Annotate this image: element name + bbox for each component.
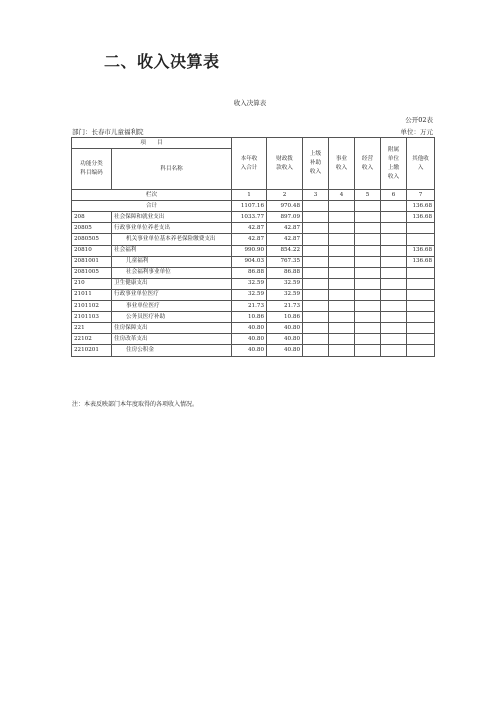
row-value: 10.86 bbox=[267, 312, 303, 323]
row-value bbox=[355, 323, 381, 334]
table-row bbox=[72, 334, 435, 345]
row-value bbox=[381, 334, 407, 345]
table-row bbox=[72, 267, 435, 278]
table-caption: 收入决算表 bbox=[233, 99, 267, 107]
total-value bbox=[303, 201, 329, 212]
row-code: 2081001 bbox=[72, 256, 112, 267]
row-value bbox=[407, 334, 435, 345]
row-code: 2081005 bbox=[72, 267, 112, 278]
lanci-label: 栏次 bbox=[72, 190, 232, 201]
row-value bbox=[303, 267, 329, 278]
header-subject-name: 科目名称 bbox=[112, 149, 232, 190]
row-value: 21.73 bbox=[267, 301, 303, 312]
row-value bbox=[407, 301, 435, 312]
row-value bbox=[381, 256, 407, 267]
row-value: 42.87 bbox=[267, 234, 303, 245]
row-value bbox=[303, 312, 329, 323]
row-value bbox=[381, 312, 407, 323]
header-xiangmu: 项 目 bbox=[72, 138, 232, 149]
row-value bbox=[407, 289, 435, 300]
row-value bbox=[329, 323, 355, 334]
row-value bbox=[329, 345, 355, 356]
header-col-4: 事业 收入 bbox=[329, 138, 355, 190]
row-value bbox=[329, 234, 355, 245]
row-value bbox=[329, 256, 355, 267]
row-value bbox=[303, 289, 329, 300]
row-value: 897.09 bbox=[267, 212, 303, 223]
department-label: 部门：长春市儿童福利院 bbox=[72, 128, 144, 136]
row-value bbox=[329, 267, 355, 278]
row-subject-name: 社会福利 bbox=[112, 245, 232, 256]
row-subject-name: 社会保障和就业支出 bbox=[112, 212, 232, 223]
row-value: 767.35 bbox=[267, 256, 303, 267]
row-value bbox=[329, 334, 355, 345]
lanci-number: 6 bbox=[381, 190, 407, 201]
table-row bbox=[72, 301, 435, 312]
row-value bbox=[407, 223, 435, 234]
row-value bbox=[407, 278, 435, 289]
header-col-7: 其他收 入 bbox=[407, 138, 435, 190]
table-row bbox=[72, 212, 435, 223]
row-value bbox=[329, 289, 355, 300]
row-subject-name: 公务员医疗补助 bbox=[112, 312, 232, 323]
total-value: 136.68 bbox=[407, 201, 435, 212]
table-row bbox=[72, 278, 435, 289]
table-row bbox=[72, 345, 435, 356]
row-subject-name: 住房保障支出 bbox=[112, 323, 232, 334]
row-value: 40.80 bbox=[267, 345, 303, 356]
row-value: 32.59 bbox=[232, 289, 267, 300]
row-value: 40.80 bbox=[232, 334, 267, 345]
row-code: 21011 bbox=[72, 289, 112, 300]
row-value bbox=[381, 289, 407, 300]
lanci-number: 2 bbox=[267, 190, 303, 201]
unit-label: 单位：万元 bbox=[400, 128, 433, 136]
row-value: 854.22 bbox=[267, 245, 303, 256]
row-value bbox=[355, 345, 381, 356]
row-code: 20810 bbox=[72, 245, 112, 256]
row-subject-name: 事业单位医疗 bbox=[112, 301, 232, 312]
table-row bbox=[72, 323, 435, 334]
row-value bbox=[381, 223, 407, 234]
row-value bbox=[329, 212, 355, 223]
row-value: 32.59 bbox=[232, 278, 267, 289]
row-value: 21.73 bbox=[232, 301, 267, 312]
row-value bbox=[329, 301, 355, 312]
row-value bbox=[355, 245, 381, 256]
row-code: 221 bbox=[72, 323, 112, 334]
table-row bbox=[72, 289, 435, 300]
row-value bbox=[407, 234, 435, 245]
table-body bbox=[72, 212, 435, 356]
row-value bbox=[355, 312, 381, 323]
row-subject-name: 卫生健康支出 bbox=[112, 278, 232, 289]
row-value bbox=[355, 289, 381, 300]
page-title: 二、收入决算表 bbox=[104, 52, 220, 71]
row-value: 32.59 bbox=[267, 289, 303, 300]
total-value: 1107.16 bbox=[232, 201, 267, 212]
row-value: 32.59 bbox=[267, 278, 303, 289]
row-code: 2080505 bbox=[72, 234, 112, 245]
lanci-number: 5 bbox=[355, 190, 381, 201]
lanci-number: 1 bbox=[232, 190, 267, 201]
row-value: 86.88 bbox=[232, 267, 267, 278]
header-func-code: 功能分类 科目编码 bbox=[72, 149, 112, 190]
row-value bbox=[303, 345, 329, 356]
row-value: 136.68 bbox=[407, 256, 435, 267]
row-value: 990.90 bbox=[232, 245, 267, 256]
row-value bbox=[303, 278, 329, 289]
footnote: 注：本表反映部门本年度取得的各项收入情况。 bbox=[72, 401, 199, 408]
row-value bbox=[381, 323, 407, 334]
row-subject-name: 儿童福利 bbox=[112, 256, 232, 267]
row-value: 42.87 bbox=[232, 234, 267, 245]
table-row bbox=[72, 245, 435, 256]
row-value bbox=[407, 323, 435, 334]
row-code: 2101102 bbox=[72, 301, 112, 312]
header-col-5: 经营 收入 bbox=[355, 138, 381, 190]
header-col-6: 附属 单位 上缴 收入 bbox=[381, 138, 407, 190]
row-value bbox=[381, 212, 407, 223]
row-subject-name: 住房公积金 bbox=[112, 345, 232, 356]
total-value bbox=[329, 201, 355, 212]
row-value bbox=[303, 234, 329, 245]
header-col-1: 本年收 入合计 bbox=[232, 138, 267, 190]
row-value: 10.86 bbox=[232, 312, 267, 323]
row-value bbox=[355, 267, 381, 278]
row-value bbox=[303, 256, 329, 267]
lanci-number: 4 bbox=[329, 190, 355, 201]
row-value bbox=[355, 278, 381, 289]
income-report-table bbox=[71, 137, 435, 357]
row-subject-name: 住房改革支出 bbox=[112, 334, 232, 345]
row-value bbox=[407, 345, 435, 356]
row-value bbox=[303, 323, 329, 334]
row-value bbox=[407, 267, 435, 278]
row-value: 904.03 bbox=[232, 256, 267, 267]
total-value bbox=[381, 201, 407, 212]
row-value: 40.80 bbox=[267, 323, 303, 334]
row-value bbox=[329, 312, 355, 323]
row-value bbox=[355, 234, 381, 245]
row-value: 42.87 bbox=[267, 223, 303, 234]
total-value bbox=[355, 201, 381, 212]
table-row bbox=[72, 312, 435, 323]
lanci-row bbox=[72, 190, 435, 201]
row-value: 136.68 bbox=[407, 245, 435, 256]
table-row bbox=[72, 256, 435, 267]
row-value: 40.80 bbox=[232, 323, 267, 334]
row-value bbox=[329, 223, 355, 234]
table-row bbox=[72, 234, 435, 245]
row-value bbox=[381, 278, 407, 289]
row-value bbox=[355, 256, 381, 267]
row-value bbox=[381, 345, 407, 356]
row-value: 42.87 bbox=[232, 223, 267, 234]
row-value bbox=[355, 223, 381, 234]
row-value bbox=[355, 334, 381, 345]
row-value bbox=[407, 312, 435, 323]
row-code: 20805 bbox=[72, 223, 112, 234]
row-subject-name: 行政事业单位医疗 bbox=[112, 289, 232, 300]
row-value bbox=[355, 212, 381, 223]
row-value bbox=[303, 212, 329, 223]
lanci-number: 7 bbox=[407, 190, 435, 201]
lanci-number: 3 bbox=[303, 190, 329, 201]
row-code: 2101103 bbox=[72, 312, 112, 323]
row-value: 86.88 bbox=[267, 267, 303, 278]
row-code: 210 bbox=[72, 278, 112, 289]
header-col-2: 财政拨 款收入 bbox=[267, 138, 303, 190]
row-value bbox=[303, 245, 329, 256]
total-label: 合计 bbox=[72, 201, 232, 212]
row-value bbox=[303, 301, 329, 312]
row-value bbox=[303, 334, 329, 345]
form-code: 公开02表 bbox=[405, 116, 433, 124]
row-value bbox=[381, 234, 407, 245]
row-value: 1033.77 bbox=[232, 212, 267, 223]
row-value bbox=[329, 245, 355, 256]
row-value bbox=[329, 278, 355, 289]
row-subject-name: 社会福利事业单位 bbox=[112, 267, 232, 278]
row-code: 2210201 bbox=[72, 345, 112, 356]
row-value bbox=[381, 301, 407, 312]
row-subject-name: 机关事业单位基本养老保险缴费支出 bbox=[112, 234, 232, 245]
row-value bbox=[355, 301, 381, 312]
header-col-3: 上级 补助 收入 bbox=[303, 138, 329, 190]
row-subject-name: 行政事业单位养老支出 bbox=[112, 223, 232, 234]
row-value: 136.68 bbox=[407, 212, 435, 223]
row-code: 22102 bbox=[72, 334, 112, 345]
table-row bbox=[72, 223, 435, 234]
row-value: 40.80 bbox=[267, 334, 303, 345]
row-value bbox=[303, 223, 329, 234]
row-value bbox=[381, 245, 407, 256]
row-value bbox=[381, 267, 407, 278]
total-row bbox=[72, 201, 435, 212]
total-value: 970.48 bbox=[267, 201, 303, 212]
row-value: 40.80 bbox=[232, 345, 267, 356]
row-code: 208 bbox=[72, 212, 112, 223]
